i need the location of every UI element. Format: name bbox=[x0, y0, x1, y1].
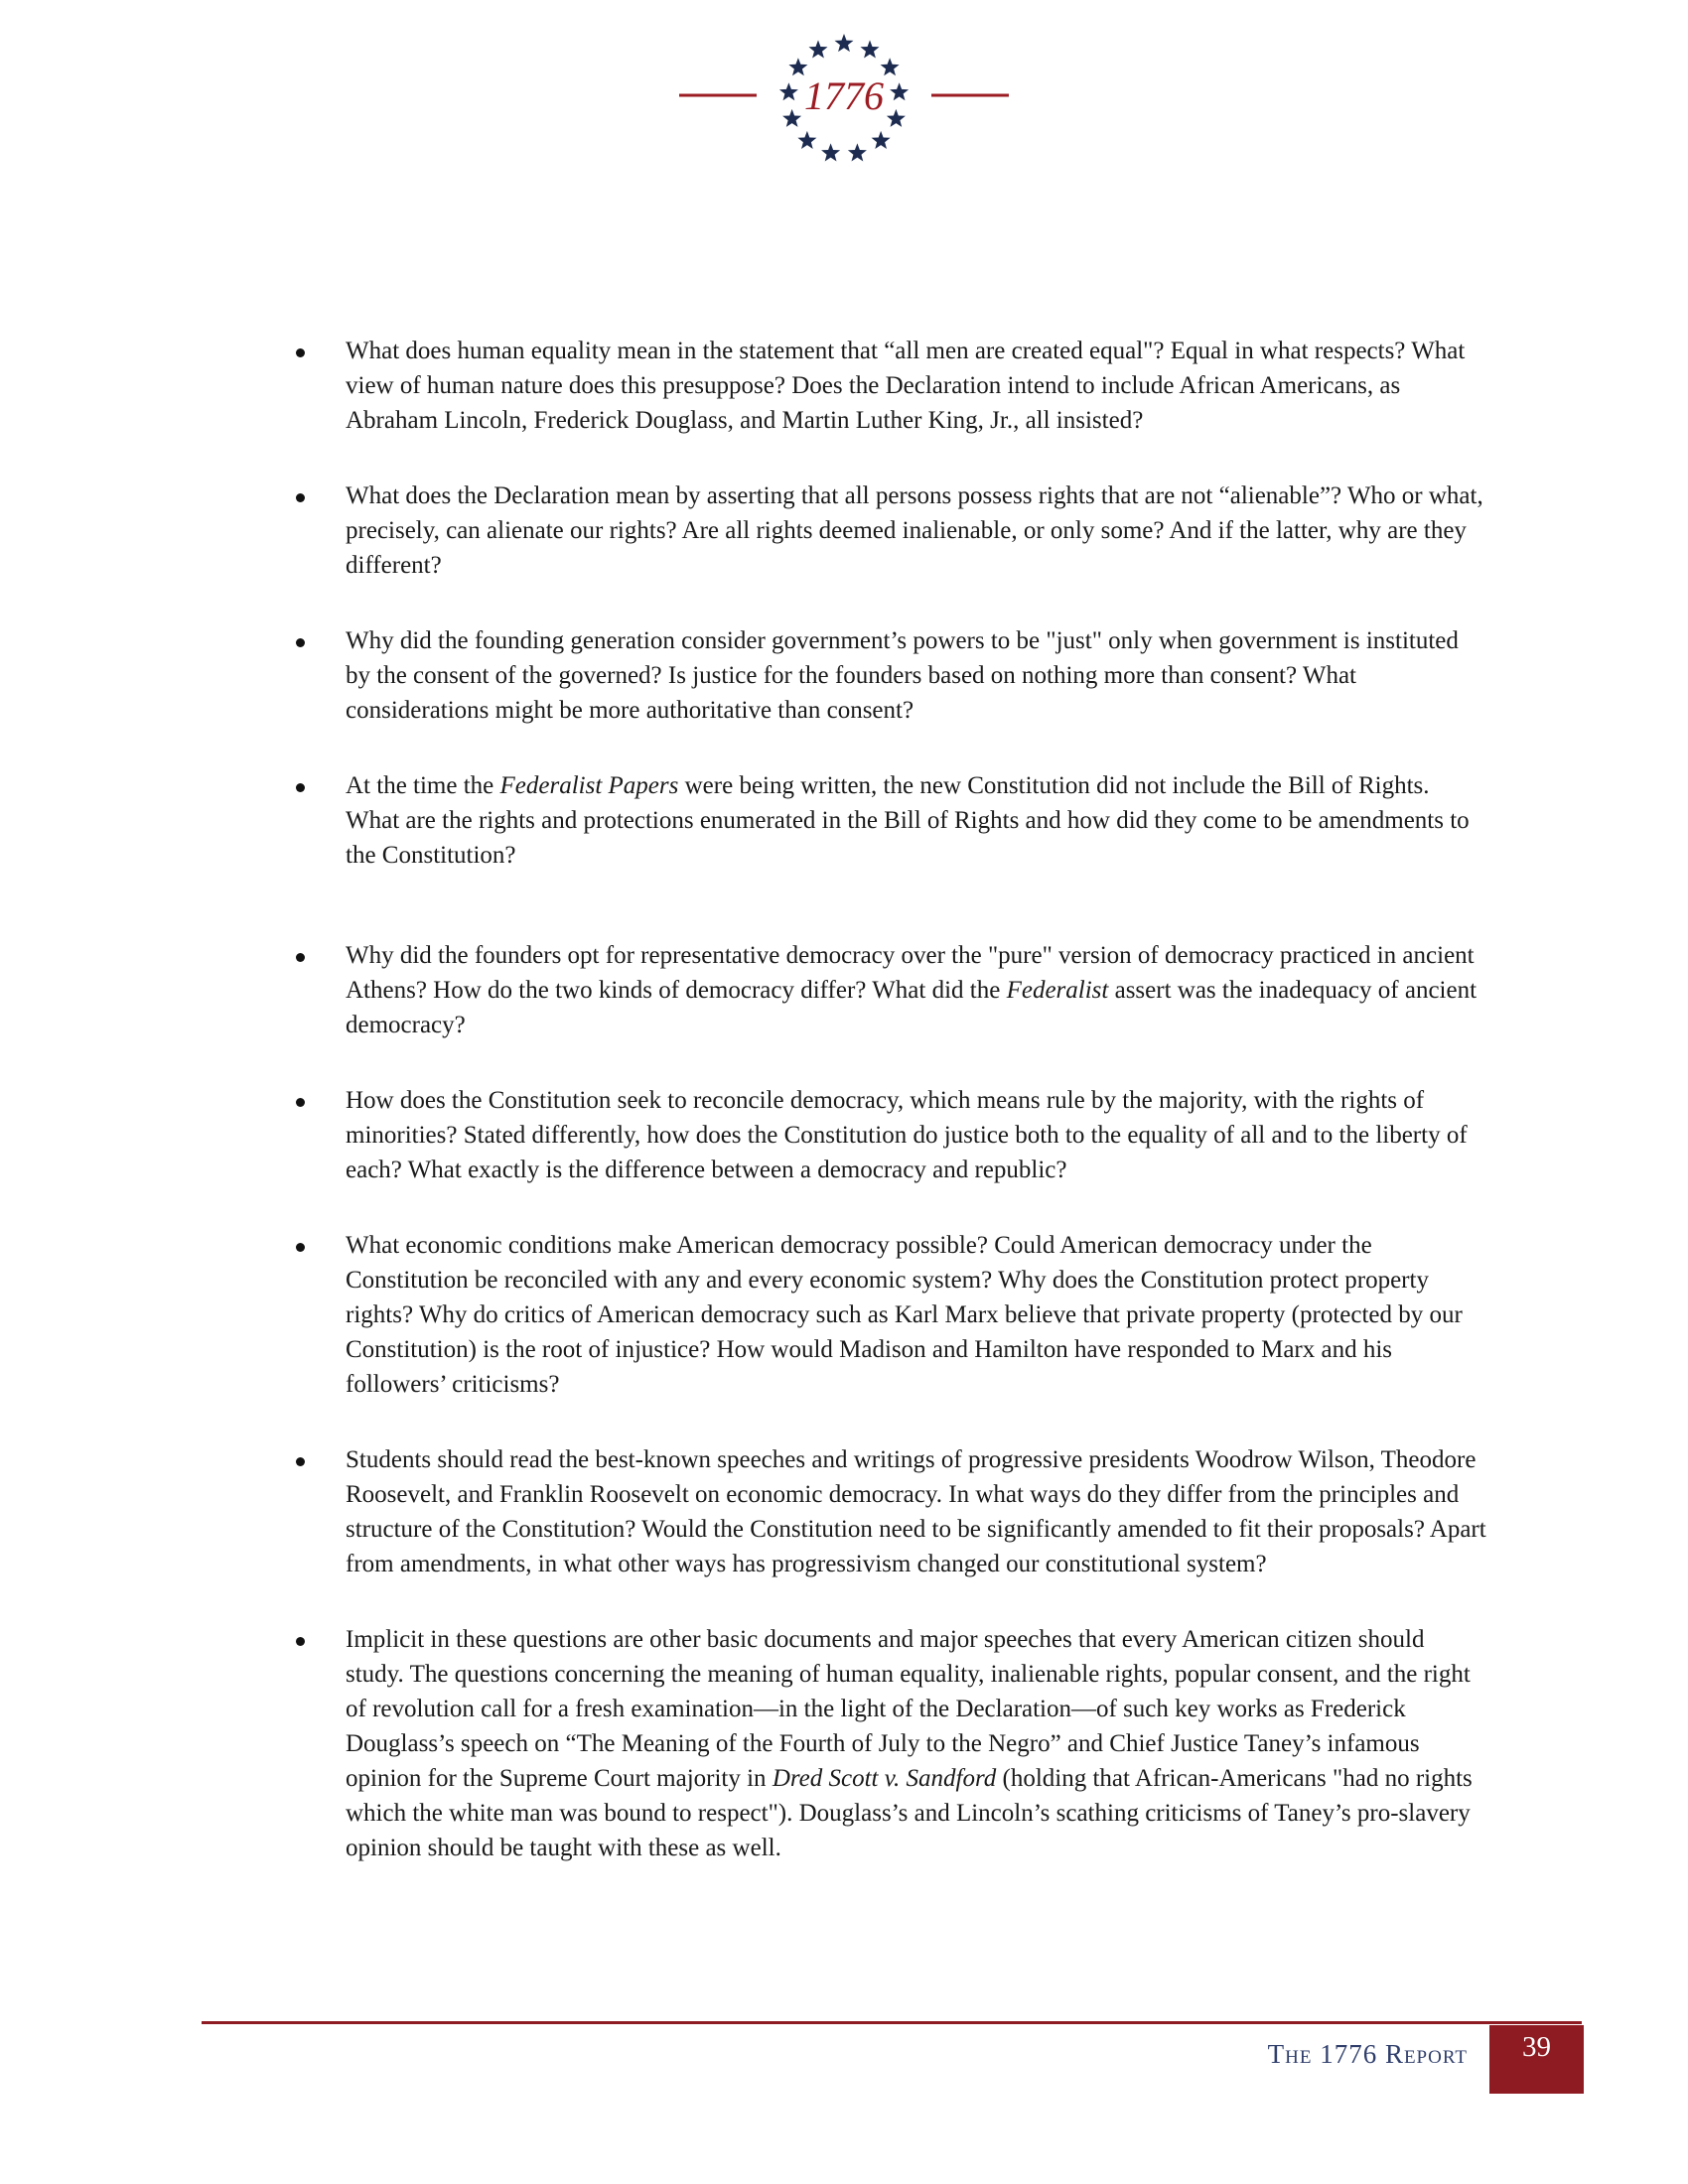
question-text bbox=[346, 768, 1487, 873]
star-icon bbox=[782, 109, 801, 127]
text-run: Implicit in these questions are other basic documents and major speeches that every American citizen should study. The questions concerning the meaning of human equality, inalienable rights, popular consent, and the right of revolution call for a fresh examination—in the light of the Declaration—of such key works as Frederick Douglass’s speech on “The Meaning of the Fourth of July to the Negro” and Chief Justice Taney’s infamous opinion for the Supreme Court majority in bbox=[346, 1626, 1471, 1792]
star-circle-emblem bbox=[675, 28, 1013, 187]
bullet-icon bbox=[296, 638, 305, 647]
question-item bbox=[296, 1228, 1487, 1402]
text-run: assert was the inadequacy of ancient democracy? bbox=[346, 977, 1477, 1038]
question-text bbox=[346, 1622, 1487, 1865]
text-run: At the time the bbox=[346, 772, 500, 799]
question-item bbox=[296, 334, 1487, 438]
text-run: were being written, the new Constitution did not include the Bill of Rights. What are the rights and protections enumerated in the Bill of Rights and how did they come to be amendments to the Constitution? bbox=[346, 772, 1470, 869]
question-list bbox=[296, 334, 1487, 1906]
text-run: What does human equality mean in the statement that “all men are created equal"? Equal in what respects? What view of human nature does this presuppose? Does the Declaration intend to include African Americans, as Abraham Lincoln, Frederick Douglass, and Martin Luther King, Jr., all insisted? bbox=[346, 338, 1466, 434]
italic-title: Federalist Papers bbox=[499, 772, 679, 799]
star-icon bbox=[821, 143, 840, 161]
page-number: 39 bbox=[1522, 2031, 1551, 2063]
question-text bbox=[346, 623, 1487, 728]
question-item bbox=[296, 1083, 1487, 1187]
bullet-icon bbox=[296, 1098, 305, 1107]
question-text bbox=[346, 334, 1487, 438]
italic-title: Federalist bbox=[1006, 977, 1109, 1004]
italic-title: Dred Scott v. Sandford bbox=[772, 1765, 997, 1792]
footer-report-title: The 1776 Report bbox=[1267, 2039, 1468, 2069]
question-text bbox=[346, 1083, 1487, 1187]
star-icon bbox=[848, 143, 867, 161]
bullet-icon bbox=[296, 1457, 305, 1466]
bullet-icon bbox=[296, 953, 305, 962]
question-text bbox=[346, 1442, 1487, 1581]
text-run: What does the Declaration mean by asserting that all persons possess rights that are not “alienable”? Who or what, precisely, can alienate our rights? Are all rights deemed inalienable, or only some? And if the latter, why are they different? bbox=[346, 482, 1483, 579]
question-text bbox=[346, 1228, 1487, 1402]
star-icon bbox=[809, 40, 828, 58]
bullet-icon bbox=[296, 783, 305, 792]
text-run: How does the Constitution seek to reconcile democracy, which means rule by the majority, with the rights of minorities? Stated differently, how does the Constitution do justice both to the equality of all and to the liberty of each? What exactly is the difference between a democracy and republic? bbox=[346, 1087, 1468, 1183]
question-item bbox=[296, 1622, 1487, 1865]
text-run: What economic conditions make American democracy possible? Could American democracy under the Constitution be reconciled with any and every economic system? Why does the Constitution protect property rights? Why do critics of American democracy such as Karl Marx believe that private property (protected by our Constitution) is the root of injustice? How would Madison and Hamilton have responded to Marx and his followers’ criticisms? bbox=[346, 1232, 1463, 1398]
logo-year: 1776 bbox=[804, 73, 884, 118]
bullet-icon bbox=[296, 493, 305, 502]
bullet-icon bbox=[296, 1243, 305, 1252]
question-item bbox=[296, 623, 1487, 728]
text-run: Why did the founding generation consider government’s powers to be "just" only when government is instituted by the consent of the governed? Is justice for the founders based on nothing more than consent? What considerations might be more authoritative than consent? bbox=[346, 627, 1459, 724]
star-icon bbox=[779, 82, 798, 100]
star-icon bbox=[890, 82, 909, 100]
star-icon bbox=[887, 109, 906, 127]
bullet-icon bbox=[296, 1637, 305, 1646]
star-icon bbox=[835, 34, 854, 52]
question-item bbox=[296, 478, 1487, 583]
question-item bbox=[296, 768, 1487, 873]
star-icon bbox=[861, 40, 880, 58]
text-run: Students should read the best-known speeches and writings of progressive presidents Woodrow Wilson, Theodore Roosevelt, and Franklin Roosevelt on economic democracy. In what ways do they differ from the principles and structure of the Constitution? Would the Constitution need to be significantly amended to fit their proposals? Apart from amendments, in what other ways has progressivism changed our constitutional system? bbox=[346, 1446, 1486, 1577]
bullet-icon bbox=[296, 348, 305, 357]
footer-rule bbox=[202, 2021, 1582, 2024]
question-item bbox=[296, 938, 1487, 1042]
question-text bbox=[346, 478, 1487, 583]
star-icon bbox=[872, 131, 891, 149]
question-text bbox=[346, 938, 1487, 1042]
star-icon bbox=[797, 131, 816, 149]
text-run: (holding that African-Americans "had no rights which the white man was bound to respect"). Douglass’s and Lincoln’s scathing criticisms of Taney’s pro-slavery opinion should be taught with these as well. bbox=[346, 1765, 1473, 1861]
question-item bbox=[296, 1442, 1487, 1581]
report-logo bbox=[675, 28, 1013, 187]
page-number-box bbox=[1489, 2025, 1584, 2094]
text-run: Why did the founders opt for representative democracy over the "pure" version of democracy practiced in ancient Athens? How do the two kinds of democracy differ? What did the bbox=[346, 942, 1475, 1004]
